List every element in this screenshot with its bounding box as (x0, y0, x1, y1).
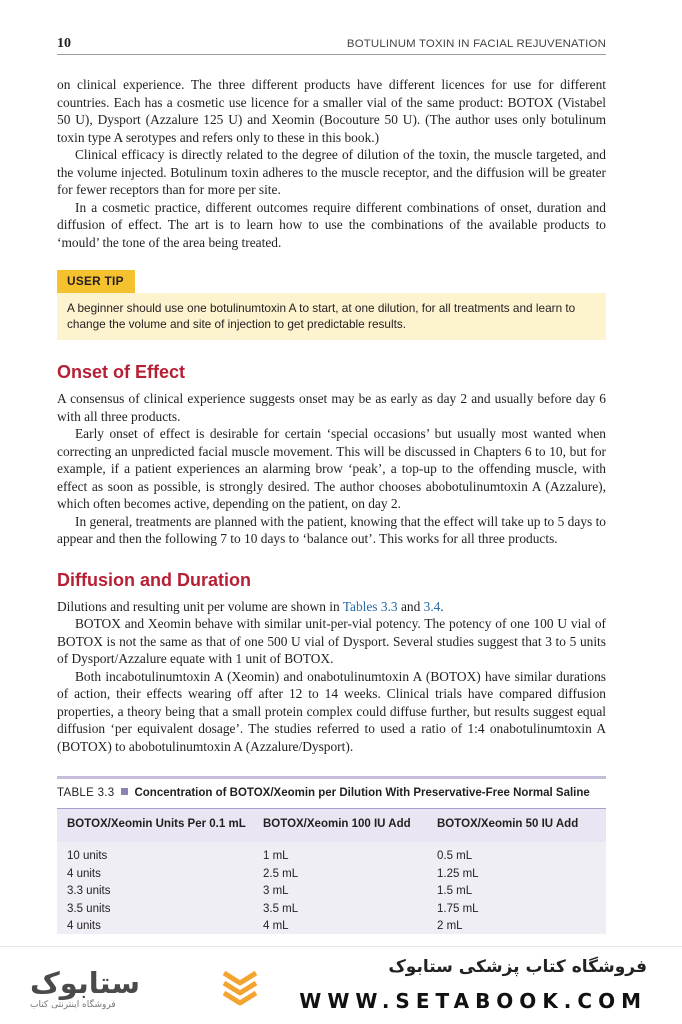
onset-paragraph: A consensus of clinical experience suggests onset may be as early as day 2 and usually before day 6 with all three products. (57, 391, 606, 424)
table-row (57, 918, 606, 936)
page-header (57, 36, 606, 55)
onset-paragraph: Early onset of effect is desirable for certain ‘special occasions’ but usually most wanted when correcting an unpredicted facial muscle movement. This will be discussed in Chapters 6 to 10, but for example, if a patient experiences an alarming brow ‘peak’, a top-up to the offending muscle, with effect as soon as possible, is strongly desired. The author chooses abobotulinumtoxin A (Azzalure), which often becomes active, depending on the patient, on day 2. (57, 426, 606, 511)
diffusion-paragraph: BOTOX and Xeomin behave with similar unit-per-vial potency. The potency of one 100 U vial of BOTOX is not the same as that of one 500 U vial of Dysport. Several studies suggest that 3 to 5 units of Dysport/Azzalure equate with 1 unit of BOTOX. (57, 616, 606, 666)
table-cell: 4 mL (263, 920, 289, 932)
table-cell: 4 units (67, 867, 101, 880)
user-tip-label: USER TIP (57, 270, 135, 293)
diffusion-paragraph: Both incabotulinumtoxin A (Xeomin) and onabotulinumtoxin A (BOTOX) have similar durations of action, their effects wearing off after 12 to 14 weeks. Clinical trials have compared diffusion properties, a theory being that a small protein complex could diffuse further, but results suggest equal diffusion ‘per equivalent dosage’. The studies referred to used a ratio of 1:4 onabotulinumtoxin A (BOTOX) to abobotulinumtoxin A (Azzalure/Dysport). (57, 668, 606, 754)
section-heading-diffusion: Diffusion and Duration (57, 569, 251, 590)
setabook-logo[interactable] (30, 967, 262, 1013)
onset-paragraph: In general, treatments are planned with the patient, knowing that the effect will take up to 5 days to appear and then the following 7 to 10 days to ‘balance out’. This works for all three products. (57, 513, 606, 546)
table-link-3-4[interactable]: 3.4 (423, 598, 441, 614)
table-cell: 3 mL (263, 885, 289, 897)
page-number: 10 (57, 36, 71, 51)
table-row (57, 866, 606, 884)
text-run: Dilutions and resulting unit per volume are shown in (57, 598, 343, 614)
table-3-3 (57, 776, 606, 934)
table-caption: Concentration of BOTOX/Xeomin per Dilution With Preservative-Free Normal Saline (134, 787, 590, 799)
square-bullet-icon (121, 788, 128, 795)
section-heading-onset: Onset of Effect (57, 362, 186, 382)
table-title (57, 776, 606, 808)
table-row (57, 848, 606, 866)
store-url[interactable]: WWW.SETABOOK.COM (299, 989, 647, 1013)
table-link-3-3[interactable]: Tables 3.3 (342, 598, 398, 614)
column-header: BOTOX/Xeomin Units Per 0.1 mL (67, 817, 246, 830)
column-header: BOTOX/Xeomin 100 IU Add (263, 817, 411, 830)
page-body (57, 76, 606, 934)
table-cell: 1 mL (263, 850, 289, 862)
table-cell: 3.5 mL (263, 902, 299, 915)
running-head: BOTULINUM TOXIN IN FACIAL REJUVENATION (346, 38, 606, 50)
text-run: . (440, 598, 444, 614)
table-cell: 3.3 units (67, 885, 111, 897)
logo-tagline: فروشگاه اینترنتی کتاب (30, 1000, 116, 1010)
table-cell: 10 units (67, 850, 108, 862)
user-tip-box (57, 270, 606, 340)
table-cell: 1.5 mL (437, 885, 473, 897)
user-tip-text: A beginner should use one botulinumtoxin A to start, at one dilution, for all treatments and learn to change the volume and site of injection to get predictable results. (57, 293, 606, 340)
table-number: TABLE 3.3 (57, 787, 115, 799)
table-cell: 3.5 units (67, 902, 111, 915)
column-header: BOTOX/Xeomin 50 IU Add (437, 817, 579, 830)
table-body (57, 842, 606, 934)
table-header-row (57, 808, 606, 843)
intro-paragraph: on clinical experience. The three different products have different licences for use for different countries. Each has a cosmetic use licence for a smaller vial of the same product: BOTOX (Vistabel 50 U), Dysport (Azzalure 125 U) and Xeomin (Bocouture 50 U). (The author uses only botulinum toxin type A serotypes and refers only to these in this book.) (57, 77, 606, 145)
table-cell: 1.75 mL (437, 902, 479, 915)
table-cell: 2 mL (437, 920, 463, 932)
table-cell: 2.5 mL (263, 867, 299, 880)
table-row (57, 901, 606, 919)
table-cell: 4 units (67, 920, 101, 932)
text-run: and (397, 598, 424, 614)
store-name: فروشگاه کتاب پزشکی ستابوک (388, 957, 647, 977)
table-row (57, 883, 606, 901)
intro-paragraph: Clinical efficacy is directly related to the degree of dilution of the toxin, the muscle targeted, and the volume injected. Botulinum toxin adheres to the muscle receptor, and the diffusion will be greater for fewer receptors than for more per site. (57, 147, 606, 197)
watermark-footer (0, 946, 682, 1024)
diffusion-paragraph (57, 598, 606, 616)
table-cell: 1.25 mL (437, 867, 479, 880)
intro-paragraph: In a cosmetic practice, different outcomes require different combinations of onset, duration and diffusion of effect. The art is to learn how to use the combinations of the available products to ‘mould’ the tone of the area being treated. (57, 199, 606, 250)
table-cell: 0.5 mL (437, 850, 473, 862)
chevron-stack-icon (220, 967, 260, 1007)
logo-text: ستابوک (30, 966, 141, 1000)
